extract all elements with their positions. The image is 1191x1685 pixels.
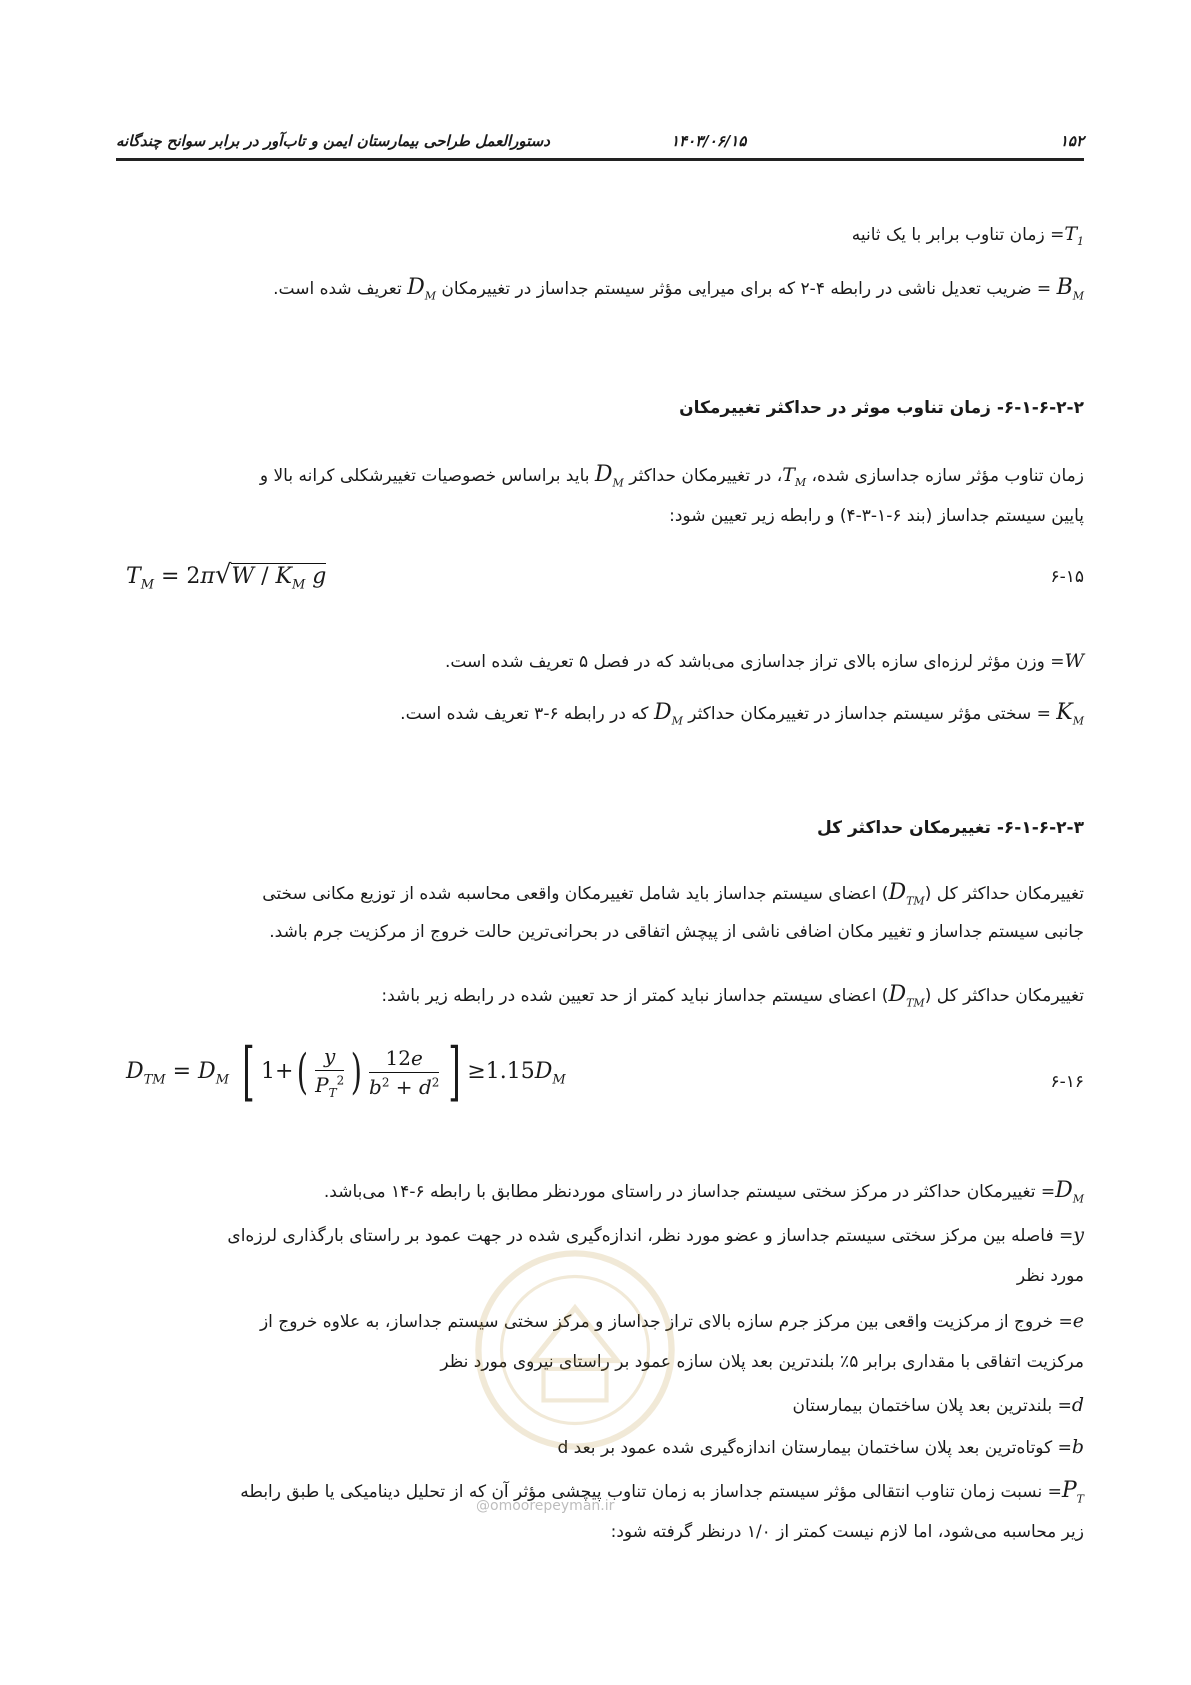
header-date: ۱۴۰۳/۰۶/۱۵ (671, 132, 747, 150)
paragraph-effective-period-line2: پایین سیستم جداساز (بند ۶-۱-۳-۴) و رابطه زیر تعیین شود: (669, 506, 1084, 526)
symbol-dm: $D_M$ (653, 700, 683, 728)
def-w: W= وزن مؤثر لرزه‌ای سازه بالای تراز جداسازی می‌باشد که در فصل ۵ تعریف شده است. (444, 650, 1084, 672)
running-header (116, 128, 1084, 158)
def-pt: $P_T=$ نسبت زمان تناوب انتقالی مؤثر سیستم جداساز به زمان تناوب پیچشی مؤثر آن که از تحلیل دینامیکی یا طبق رابطه (240, 1478, 1084, 1506)
section-heading-total-displacement: ۶-۱-۶-۲-۳- تغییرمکان حداکثر کل (816, 818, 1084, 838)
def-km: $K_M$ = سختی مؤثر سیستم جداساز در تغییرمکان حداکثر $D_M$ که در رابطه ۶-۳ تعریف شده است. (400, 700, 1084, 728)
def-e-line2: مرکزیت اتفاقی با مقداری برابر ۵٪ بلندترین بعد پلان سازه عمود بر راستای نیروی مورد نظر (440, 1352, 1084, 1372)
paragraph-effective-period: زمان تناوب مؤثر سازه جداسازی شده، $T_M،$ در تغییرمکان حداکثر $D_M$ باید براساس خصوصیات تغییرشکلی کرانه بالا و (259, 462, 1084, 490)
equation-number-6-16: ۶-۱۶ (1050, 1072, 1084, 1092)
def-e: e= خروج از مرکزیت واقعی بین مرکز جرم سازه بالای تراز جداساز و مرکز سختی سیستم جداساز، به علاوه خروج از (259, 1310, 1084, 1332)
paragraph-total-displacement-1-line2: جانبی سیستم جداساز و تغییر مکان اضافی ناشی از پیچش اتفاقی در بحرانی‌ترین حالت خروج از مرکزیت جرم باشد. (269, 922, 1084, 942)
equation-number-6-15: ۶-۱۵ (1050, 567, 1084, 587)
def-y: y= فاصله بین مرکز سختی سیستم جداساز و عضو مورد نظر، اندازه‌گیری شده در جهت عمود بر راستای بارگذاری لرزه‌ای (227, 1224, 1084, 1246)
def-t1: $T_1=$ زمان تناوب برابر با یک ثانیه (851, 223, 1084, 248)
equation-6-15: $T_M = 2\pi√W / K_M$ g (126, 560, 327, 593)
symbol-tm: $T_M$ (782, 464, 807, 489)
def-b: b= کوتاه‌ترین بعد پلان ساختمان بیمارستان اندازه‌گیری شده عمود بر بعد d (557, 1436, 1084, 1458)
paragraph-total-displacement-2: تغییرمکان حداکثر کل $(D_{TM})$ اعضای سیستم جداساز نباید کمتر از حد تعیین شده در رابطه زیر باشد: (381, 982, 1084, 1010)
symbol-w: W (1064, 650, 1084, 672)
equation-6-16: $D_{TM} = D_M$ [ 1+( $\frac{y}{P_T^2}$ ) $\frac{12e}{b^2 + d^2}$ ] $\ge 1.15D_M$ (126, 1035, 566, 1109)
def-y-line2: مورد نظر (1016, 1266, 1084, 1286)
symbol-dm: $D_M$ (1055, 1178, 1084, 1206)
watermark-text: @omoorepeyman.ir (476, 1498, 615, 1514)
symbol-dm: $D_M$ (407, 275, 437, 303)
paragraph-total-displacement-1: تغییرمکان حداکثر کل $(D_{TM})$ اعضای سیستم جداساز باید شامل تغییرمکان واقعی محاسبه شده از توزیع مکانی سختی (262, 880, 1084, 908)
def-pt-line2: زیر محاسبه می‌شود، اما لازم نیست کمتر از ۱/۰ درنظر گرفته شود: (610, 1522, 1084, 1542)
watermark-seal-icon (470, 1245, 680, 1455)
page-number: ۱۵۲ (1059, 132, 1084, 150)
symbol-dm: $D_M$ (594, 462, 624, 490)
symbol-e: e (1072, 1310, 1084, 1332)
def-bm: $B_M$ = ضریب تعدیل ناشی در رابطه ۴-۲ که برای میرایی مؤثر سیستم جداساز در تغییرمکان $D_M$ تعریف شده است. (273, 275, 1084, 303)
symbol-dtm: $D_{TM}$ (888, 880, 925, 908)
symbol-pt: $P_T$ (1061, 1478, 1084, 1506)
symbol-y: y (1073, 1224, 1084, 1246)
symbol-d: d (1071, 1394, 1084, 1416)
symbol-t1: $T_1$ (1064, 223, 1084, 248)
header-rule (116, 158, 1084, 161)
header-title: دستورالعمل طراحی بیمارستان ایمن و تاب‌آور در برابر سوانح چندگانه (116, 132, 550, 150)
symbol-b: b (1071, 1436, 1084, 1458)
symbol-dtm: $D_{TM}$ (888, 982, 925, 1010)
def-d: d= بلندترین بعد پلان ساختمان بیمارستان (792, 1394, 1084, 1416)
def-dm: $D_M=$ تغییرمکان حداکثر در مرکز سختی سیستم جداساز در راستای موردنظر مطابق با رابطه ۶-۱۴ می‌باشد. (323, 1178, 1084, 1206)
symbol-bm: $B_M$ (1056, 275, 1084, 303)
symbol-km: $K_M$ (1056, 700, 1084, 728)
section-heading-effective-period: ۶-۱-۶-۲-۲- زمان تناوب موثر در حداکثر تغییرمکان (679, 398, 1084, 418)
